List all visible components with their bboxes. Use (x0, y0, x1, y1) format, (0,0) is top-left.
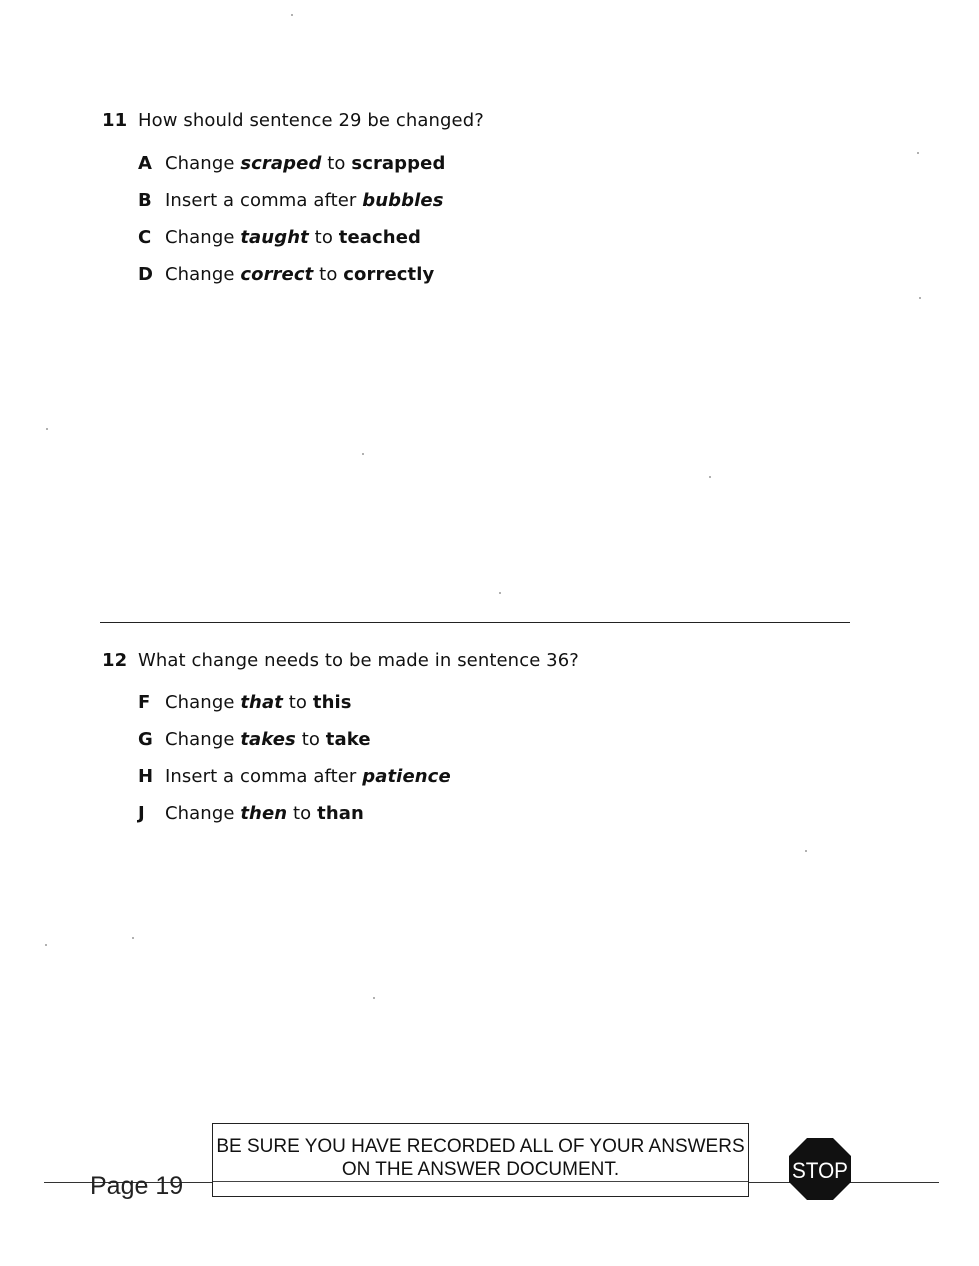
scan-speck (45, 944, 47, 946)
scan-speck (362, 453, 364, 455)
stop-sign-icon (789, 1138, 851, 1200)
scan-speck (919, 297, 921, 299)
answer-reminder-line-2: ON THE ANSWER DOCUMENT. (341, 1159, 620, 1180)
option-text: Change (165, 692, 235, 713)
option-f[interactable] (138, 692, 352, 713)
option-target-word: taught (240, 227, 309, 248)
question-number: 11 (102, 110, 128, 131)
scan-speck (46, 428, 48, 430)
scan-speck (917, 152, 919, 154)
option-replacement-word: take (325, 729, 371, 750)
option-target-word: patience (362, 766, 451, 787)
option-a[interactable] (138, 153, 445, 174)
scan-speck (291, 14, 293, 16)
scan-speck (499, 592, 501, 594)
question-12-prompt (102, 650, 579, 671)
scan-speck (132, 937, 134, 939)
option-text: Insert a comma after (165, 190, 357, 211)
scan-speck (805, 850, 807, 852)
option-connector: to (327, 153, 346, 174)
option-d[interactable] (138, 264, 434, 285)
question-number: 12 (102, 650, 128, 671)
option-g[interactable] (138, 729, 371, 750)
option-letter: F (138, 692, 151, 713)
option-letter: G (138, 729, 153, 750)
question-text: What change needs to be made in sentence 36? (138, 650, 579, 671)
option-replacement-word: than (317, 803, 364, 824)
option-letter: D (138, 264, 154, 285)
option-letter: A (138, 153, 153, 174)
scan-speck (709, 476, 711, 478)
option-replacement-word: teached (338, 227, 422, 248)
option-target-word: scraped (240, 153, 322, 174)
option-target-word: bubbles (362, 190, 444, 211)
option-b[interactable] (138, 190, 444, 211)
answer-reminder-line-1: BE SURE YOU HAVE RECORDED ALL OF YOUR ANSWERS (216, 1136, 745, 1157)
option-text: Change (165, 729, 235, 750)
page-number: Page 19 (90, 1172, 184, 1200)
option-h[interactable] (138, 766, 451, 787)
option-text: Insert a comma after (165, 766, 357, 787)
option-text: Change (165, 264, 235, 285)
option-connector: to (301, 729, 320, 750)
option-letter: C (138, 227, 152, 248)
option-connector: to (293, 803, 312, 824)
option-replacement-word: correctly (343, 264, 435, 285)
option-letter: B (138, 190, 152, 211)
option-target-word: correct (240, 264, 314, 285)
option-replacement-word: this (312, 692, 352, 713)
answer-reminder-rule (213, 1181, 748, 1182)
option-target-word: then (240, 803, 288, 824)
option-target-word: takes (240, 729, 296, 750)
question-text: How should sentence 29 be changed? (138, 110, 484, 131)
option-replacement-word: scrapped (351, 153, 446, 174)
scan-speck (373, 997, 375, 999)
option-connector: to (288, 692, 308, 713)
answer-reminder-text (213, 1135, 748, 1181)
option-text: Change (165, 153, 235, 174)
option-text: Change (165, 227, 235, 248)
option-c[interactable] (138, 227, 421, 248)
option-target-word: that (240, 692, 283, 713)
option-connector: to (314, 227, 333, 248)
answer-reminder-box (212, 1123, 749, 1197)
option-letter: H (138, 766, 154, 787)
section-divider (100, 622, 850, 623)
option-letter: J (138, 803, 145, 824)
question-11-prompt (102, 110, 484, 131)
stop-sign-label: STOP (792, 1158, 848, 1183)
option-j[interactable] (138, 803, 364, 824)
option-connector: to (319, 264, 338, 285)
option-text: Change (165, 803, 235, 824)
